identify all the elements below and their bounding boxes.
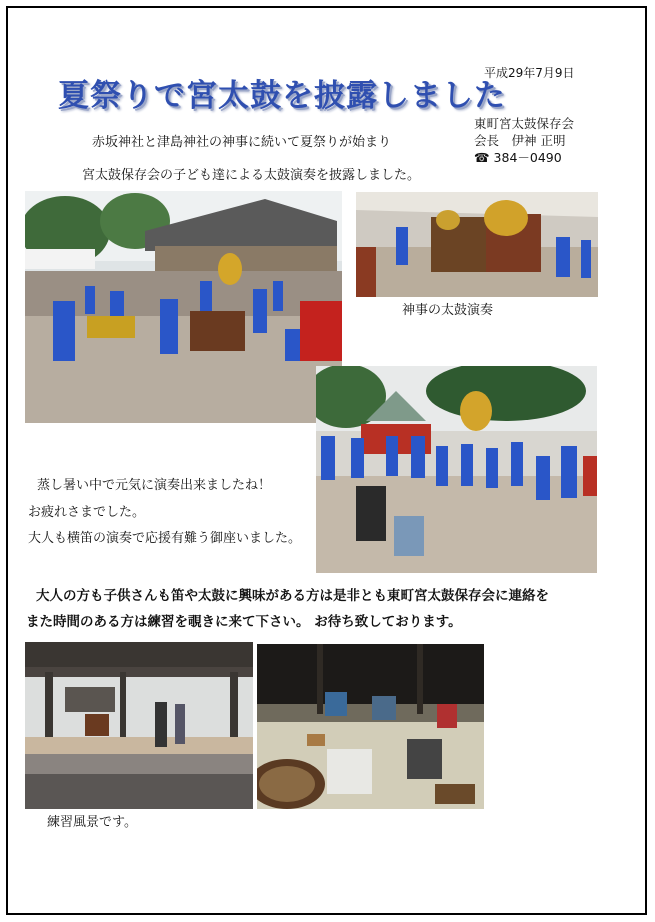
invitation-line-1: 大人の方も子供さんも笛や太鼓に興味がある方は是非とも東町宮太鼓保存会に連絡を xyxy=(36,588,549,604)
shrine-drum-photo xyxy=(356,192,598,297)
caption-shrine-performance: 神事の太鼓演奏 xyxy=(402,303,494,318)
page-title: 夏祭りで宮太鼓を披露しました xyxy=(58,78,506,114)
org-phone: ☎ 384－0490 xyxy=(474,150,562,165)
night-practice-photo xyxy=(257,644,484,809)
intro-line-1: 赤坂神社と津島神社の神事に続いて夏祭りが始まり xyxy=(92,135,392,150)
org-name: 東町宮太鼓保存会 xyxy=(474,116,575,131)
practice-hall-photo xyxy=(25,642,253,809)
intro-line-2: 宮太鼓保存会の子ども達による太鼓演奏を披露しました。 xyxy=(82,168,421,183)
invitation-line-2: また時間のある方は練習を覗きに来て下さい。 お待ち致しております。 xyxy=(26,614,462,630)
festival-courtyard-photo xyxy=(25,191,342,423)
date: 平成29年7月9日 xyxy=(484,66,575,80)
caption-practice: 練習風景です。 xyxy=(47,815,137,830)
children-group-photo xyxy=(316,366,597,573)
organization-info xyxy=(474,115,574,166)
comment-line-2: お疲れさまでした。 xyxy=(28,505,146,520)
comment-line-3: 大人も横笛の演奏で応援有難う御座いました。 xyxy=(28,531,302,546)
comment-line-1: 蒸し暑い中で元気に演奏出来ましたね！ xyxy=(37,478,272,493)
org-chair: 会長 伊神 正明 xyxy=(474,133,566,148)
